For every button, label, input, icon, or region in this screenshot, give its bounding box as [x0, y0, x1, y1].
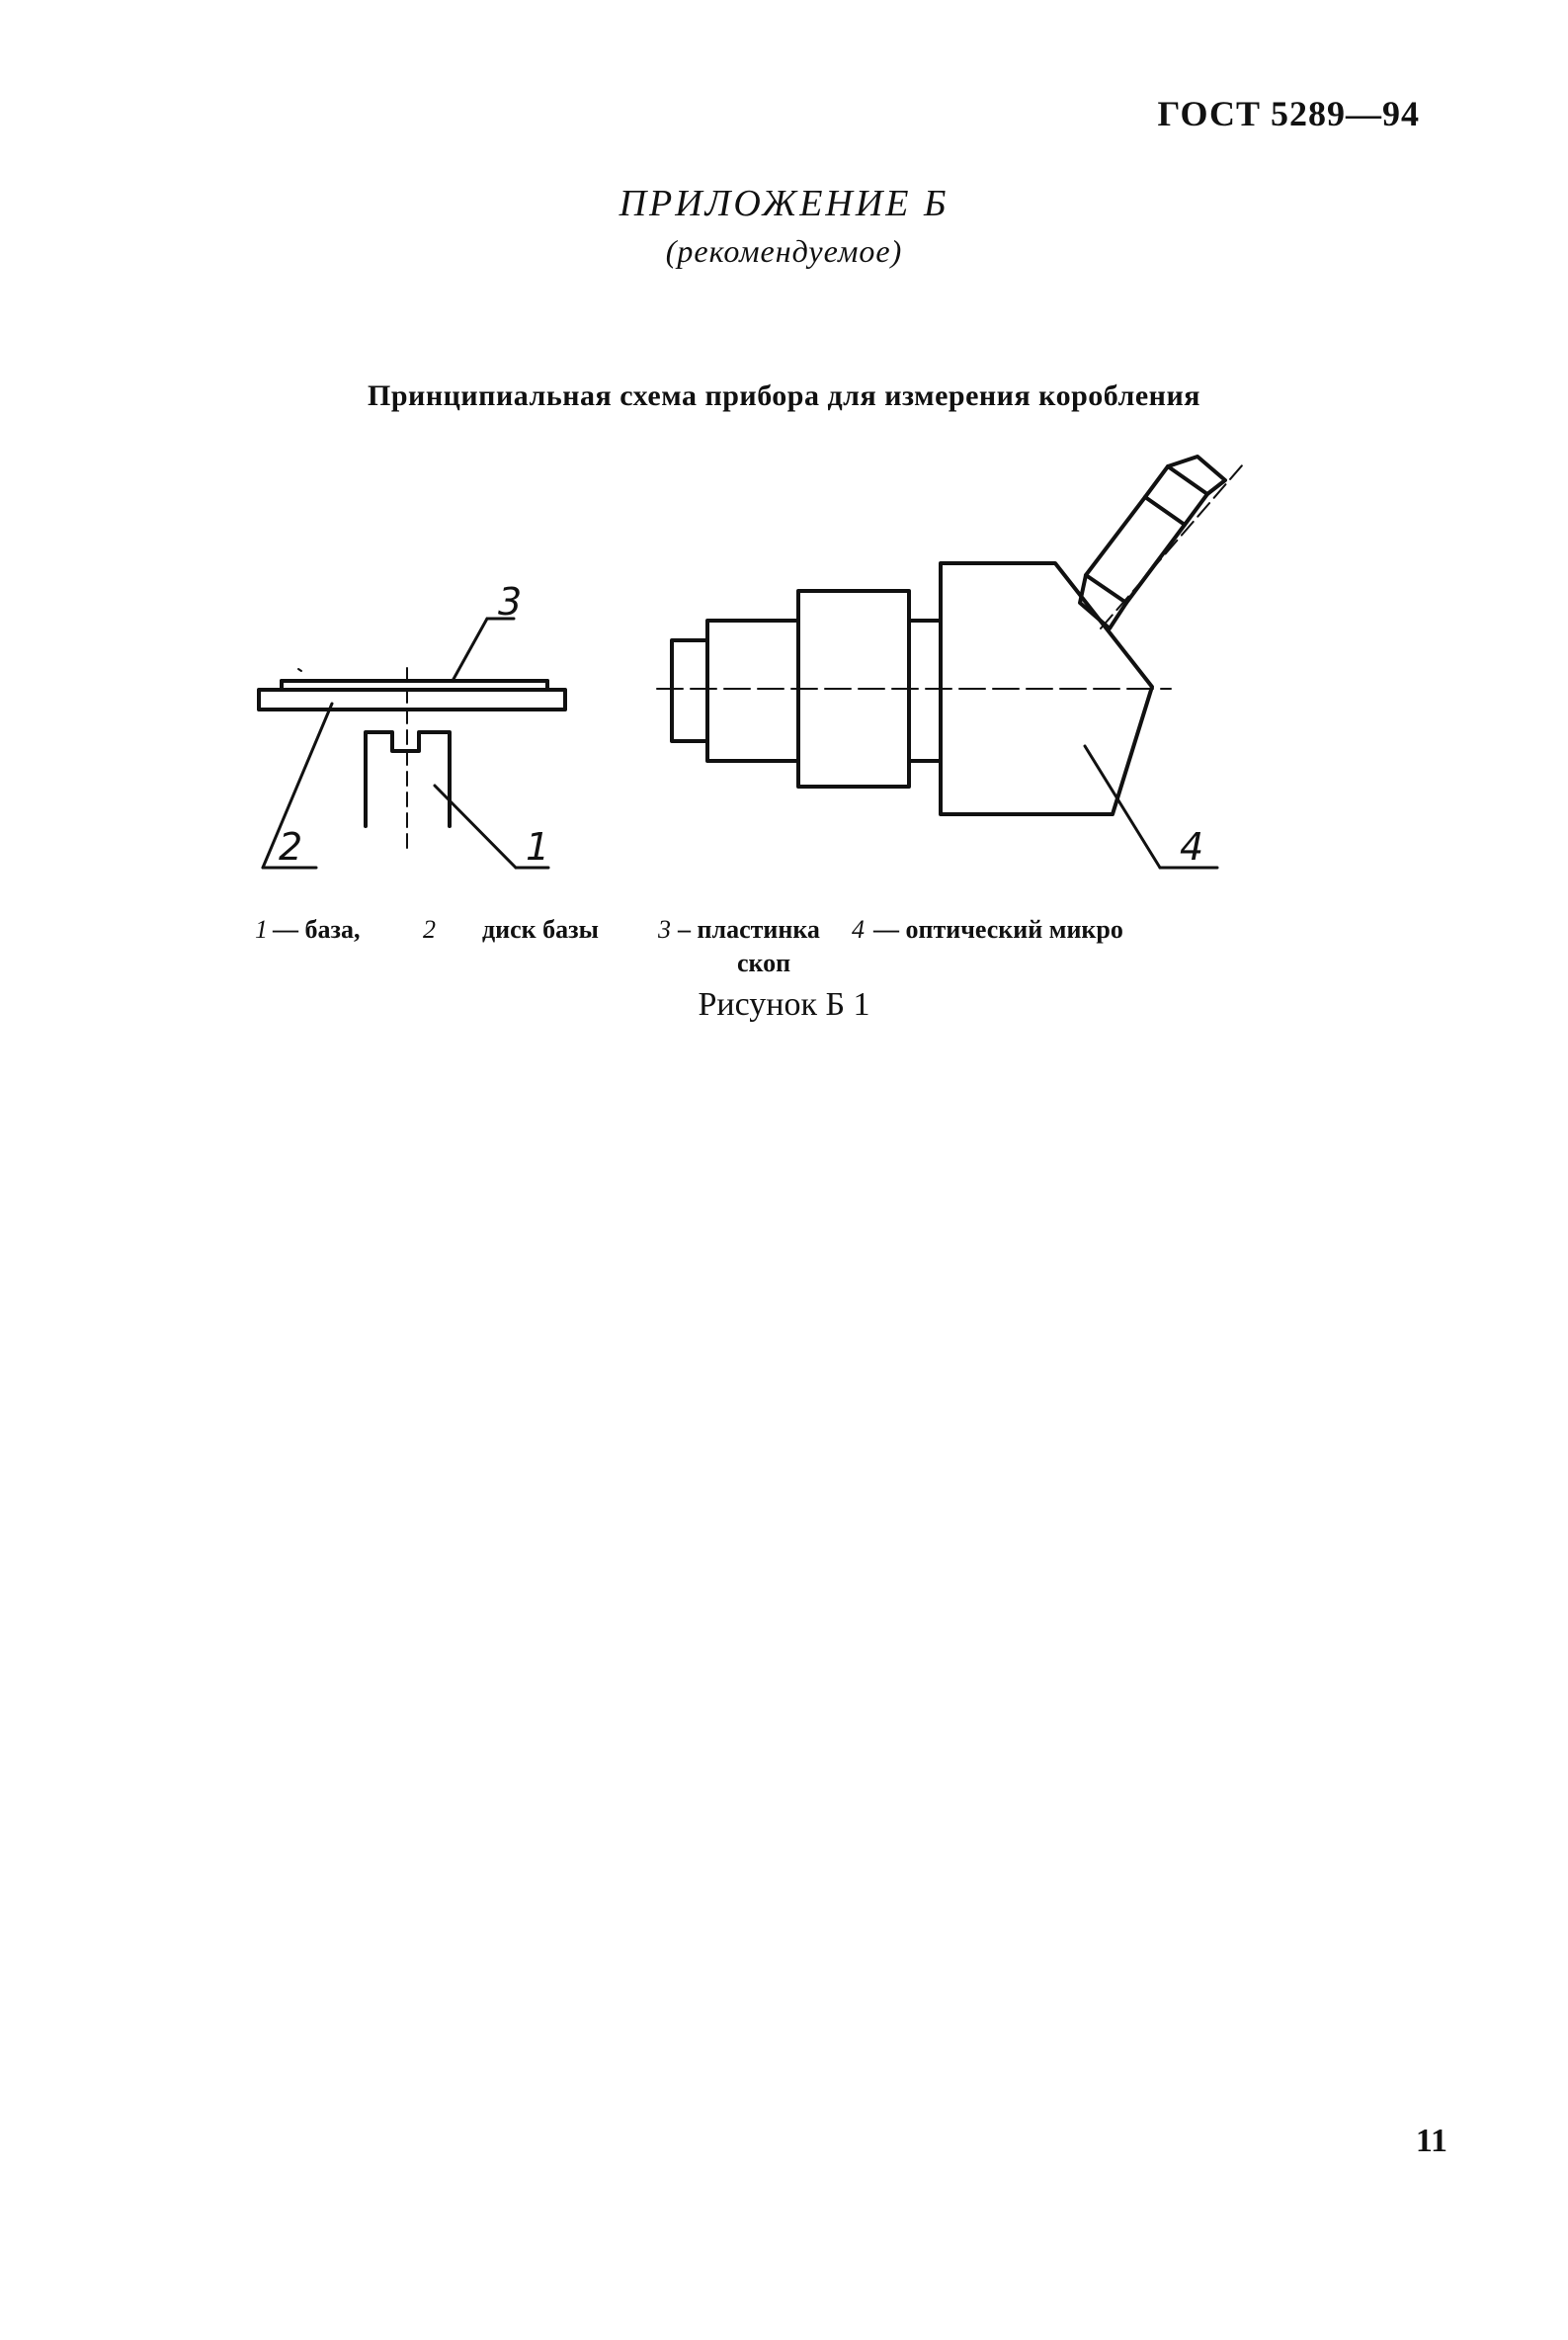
legend-num-3: 3	[658, 915, 671, 944]
appendix-subtitle: (рекомендуемое)	[665, 233, 903, 269]
optical-microscope	[657, 457, 1243, 814]
callout-2: 2	[279, 825, 303, 869]
callout-3: 3	[498, 580, 523, 624]
legend-num-4: 4	[852, 915, 865, 944]
leaders-left	[263, 619, 548, 868]
page-number: 11	[1415, 2123, 1447, 2159]
base-assembly	[259, 668, 565, 850]
document-id: ГОСТ 5289—94	[1157, 94, 1420, 133]
legend-text-3: – пластинка	[678, 915, 820, 944]
callout-1: 1	[526, 825, 550, 869]
legend-text-1: — база,	[273, 915, 361, 944]
legend-text-2: диск базы	[482, 915, 599, 944]
leader-3	[453, 619, 487, 681]
optical-axis-inclined	[1101, 464, 1243, 628]
tube-collar	[909, 621, 941, 761]
tube-front	[707, 621, 798, 761]
callout-4: 4	[1180, 825, 1204, 869]
device-schematic	[0, 0, 1568, 909]
leader-1	[435, 786, 516, 868]
appendix-title: ПРИЛОЖЕНИЕ Б	[619, 183, 949, 224]
leader-4	[1085, 746, 1160, 868]
eyepiece-cap	[672, 640, 707, 741]
legend-text-4: — оптический микро	[873, 915, 1123, 944]
base-disc	[259, 690, 565, 710]
figure-heading: Принципиальная схема прибора для измерения коробления	[368, 379, 1200, 412]
legend-num-1: 1	[255, 915, 268, 944]
figure-legend-continuation: скоп	[737, 949, 791, 977]
figure-caption: Рисунок Б 1	[698, 986, 870, 1023]
legend-num-2: 2	[423, 915, 436, 944]
